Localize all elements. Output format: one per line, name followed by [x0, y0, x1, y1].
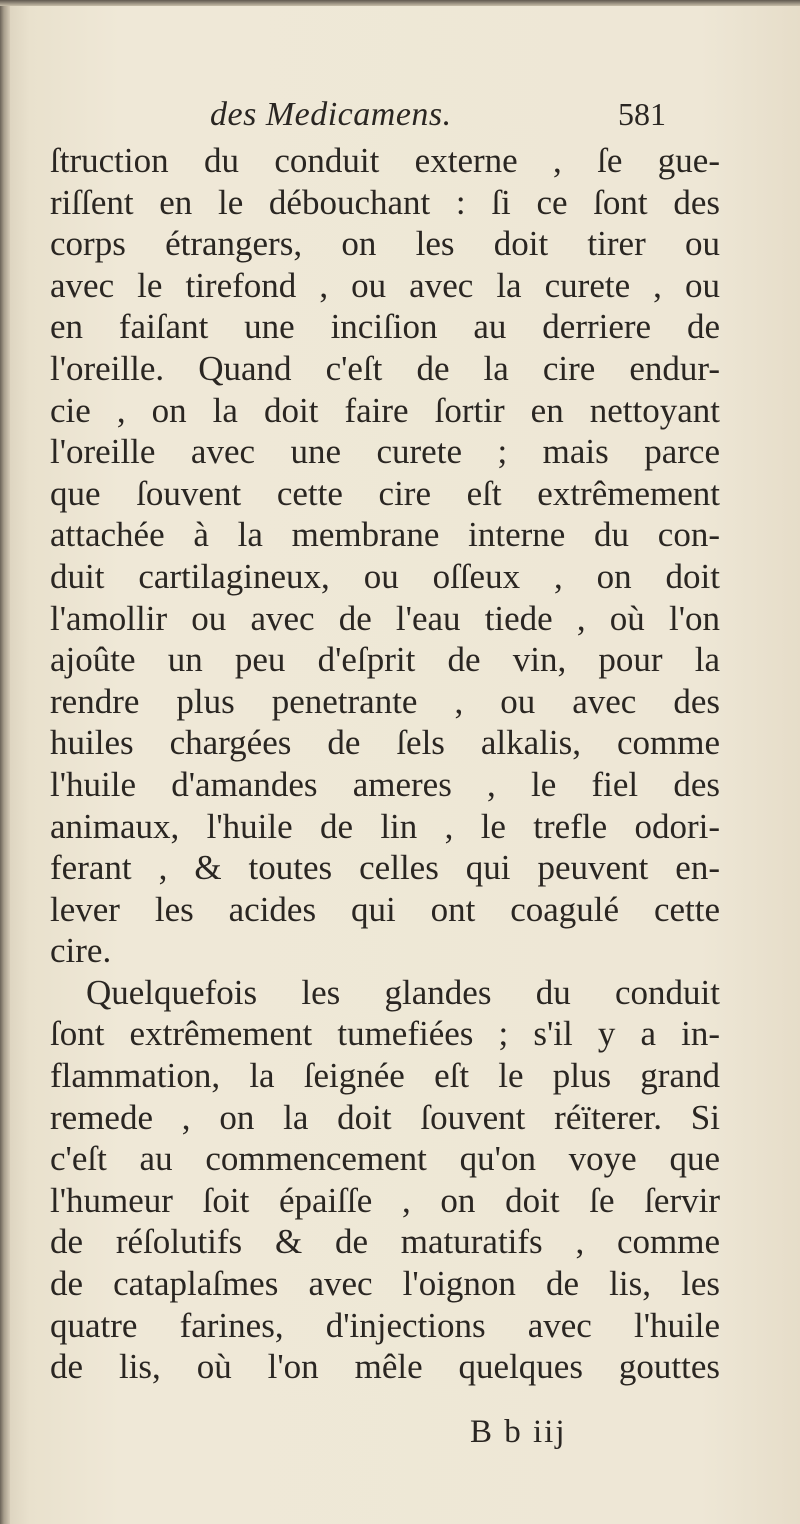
text-line: ajoûte un peu d'eſprit de vin, pour la: [50, 640, 720, 680]
text-line: ferant , & toutes celles qui peuvent en-: [50, 848, 720, 888]
text-line: de réſolutifs & de maturatifs , comme: [50, 1222, 720, 1262]
text-line: en faiſant une inciſion au derriere de: [50, 307, 720, 347]
text-line: flammation, la ſeignée eſt le plus grand: [50, 1056, 720, 1096]
text-line: avec le tirefond , ou avec la curete , ou: [50, 265, 720, 305]
text-line: c'eſt au commencement qu'on voye que: [50, 1139, 720, 1179]
text-line: attachée à la membrane interne du con-: [50, 515, 720, 555]
signature-mark: B b iij: [470, 1414, 567, 1450]
text-line: duit cartilagineux, ou oſſeux , on doit: [50, 556, 720, 596]
body-text: [50, 140, 720, 1388]
page-number: 581: [618, 96, 666, 132]
text-line: l'oreille avec une curete ; mais parce: [50, 432, 720, 472]
text-line: que ſouvent cette cire eſt extrêmement: [50, 473, 720, 513]
paragraph-start-line: Quelquefois les glandes du conduit: [86, 972, 720, 1012]
text-line: remede , on la doit ſouvent réïterer. Si: [50, 1097, 720, 1137]
page-gutter: [0, 0, 10, 1524]
running-title: des Medicamens.: [210, 96, 452, 133]
text-line: l'humeur ſoit épaiſſe , on doit ſe ſervir: [50, 1180, 720, 1220]
text-line: ſont extrêmement tumefiées ; s'il y a in-: [50, 1014, 720, 1054]
text-line: rendre plus penetrante , ou avec des: [50, 681, 720, 721]
text-line: quatre farines, d'injections avec l'huile: [50, 1305, 720, 1345]
text-line: lever les acides qui ont coagulé cette: [50, 889, 720, 929]
text-line: huiles chargées de ſels alkalis, comme: [50, 723, 720, 763]
text-line: l'oreille. Quand c'eſt de la cire endur-: [50, 348, 720, 388]
page-header: [0, 96, 800, 140]
text-line: cie , on la doit faire ſortir en nettoyant: [50, 390, 720, 430]
page-top-edge: [0, 0, 800, 6]
text-line: ſtruction du conduit externe , ſe gue-: [50, 141, 720, 180]
text-line: riſſent en le débouchant : ſi ce ſont des: [50, 182, 720, 222]
text-line: animaux, l'huile de lin , le trefle odori-: [50, 806, 720, 846]
text-line: l'huile d'amandes ameres , le fiel des: [50, 764, 720, 804]
paragraph-end-line: cire.: [50, 931, 112, 971]
text-line: de lis, où l'on mêle quelques gouttes: [50, 1347, 720, 1387]
text-line: l'amollir ou avec de l'eau tiede , où l'on: [50, 598, 720, 638]
text-line: de cataplaſmes avec l'oignon de lis, les: [50, 1264, 720, 1304]
text-line: corps étrangers, on les doit tirer ou: [50, 224, 720, 264]
